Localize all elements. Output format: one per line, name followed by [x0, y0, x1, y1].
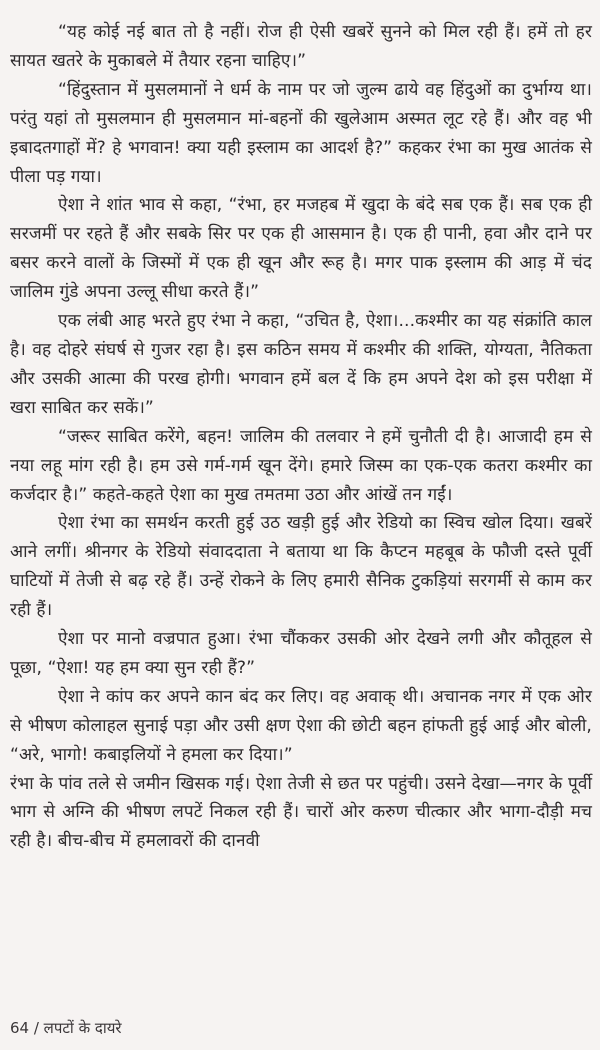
paragraph: रंभा के पांव तले से जमीन खिसक गई। ऐशा तेजी से छत पर पहुंची। उसने देखा—नगर के पूर्वी भाग से अग्नि की भीषण लपटें निकल रही हैं। चारों ओर करुण चीत्कार और भागा-दौड़ी मच रही है। बीच-बीच में हमलावरों की दानवी	[10, 773, 592, 852]
paragraph: एक लंबी आह भरते हुए रंभा ने कहा, “उचित है, ऐशा।...कश्मीर का यह संक्रांति काल है। वह दोहरे संघर्ष से गुजर रहा है। इस कठिन समय में कश्मीर की शक्ति, योग्यता, नैतिकता और उसकी आत्मा की परख होगी। भगवान हमें बल दें कि हम अपने देश को इस परीक्षा में खरा साबित कर सकें।”	[10, 311, 592, 418]
paragraph: ऐशा पर मानो वज्रपात हुआ। रंभा चौंककर उसकी ओर देखने लगी और कौतूहल से पूछा, “ऐशा! यह हम क्या सुन रही हैं?”	[10, 629, 592, 678]
paragraph: ऐशा रंभा का समर्थन करती हुई उठ खड़ी हुई और रेडियो का स्विच खोल दिया। खबरें आने लगीं। श्रीनगर के रेडियो संवाददाता ने बताया था कि कैप्टन महबूब के फौजी दस्ते पूर्वी घाटियों में तेजी से बढ़ रहे हैं। उन्हें रोकने के लिए हमारी सैनिक टुकड़ियां सरगर्मी से काम कर रही हैं।	[10, 513, 592, 621]
paragraph: “यह कोई नई बात तो है नहीं। रोज ही ऐसी खबरें सुनने को मिल रही हैं। हमें तो हर सायत खतरे के मुकाबले में तैयार रहना चाहिए।”	[10, 22, 592, 71]
page-footer: 64 / लपटों के दायरे	[10, 1019, 122, 1037]
paragraph: “जरूर साबित करेंगे, बहन! जालिम की तलवार ने हमें चुनौती दी है। आजादी हम से नया लहू मांग रही है। हम उसे गर्म-गर्म खून देंगे। हमारे जिस्म का एक-एक कतरा कश्मीर का कर्जदार है।” कहते-कहते ऐशा का मुख तमतमा उठा और आंखें तन गईं।	[10, 426, 592, 505]
paragraph: “हिंदुस्तान में मुसलमानों ने धर्म के नाम पर जो जुल्म ढाये वह हिंदुओं का दुर्भाग्य था। परंतु यहां तो मुसलमान ही मुसलमान मां-बहनों की खुलेआम अस्मत लूट रहे हैं। और वह भी इबादतगाहों में? हे भगवान! क्या यही इस्लाम का आदर्श है?” कहकर रंभा का मुख आतंक से पीला पड़ गया।	[10, 79, 592, 187]
paragraph: ऐशा ने कांप कर अपने कान बंद कर लिए। वह अवाक् थी। अचानक नगर में एक ओर से भीषण कोलाहल सुनाई पड़ा और उसी क्षण ऐशा की छोटी बहन हांफती हुई आई और बोली, “अरे, भागो! कबाइलियों ने हमला कर दिया।”	[10, 686, 592, 765]
paragraph: ऐशा ने शांत भाव से कहा, “रंभा, हर मजहब में खुदा के बंदे सब एक हैं। सब एक ही सरजमीं पर रहते हैं और सबके सिर पर एक ही आसमान है। एक ही पानी, हवा और दाने पर बसर करने वालों के जिस्मों में एक ही खून और रूह है। मगर पाक इस्लाम की आड़ में चंद जालिम गुंडे अपना उल्लू सीधा करते हैं।”	[10, 195, 592, 303]
